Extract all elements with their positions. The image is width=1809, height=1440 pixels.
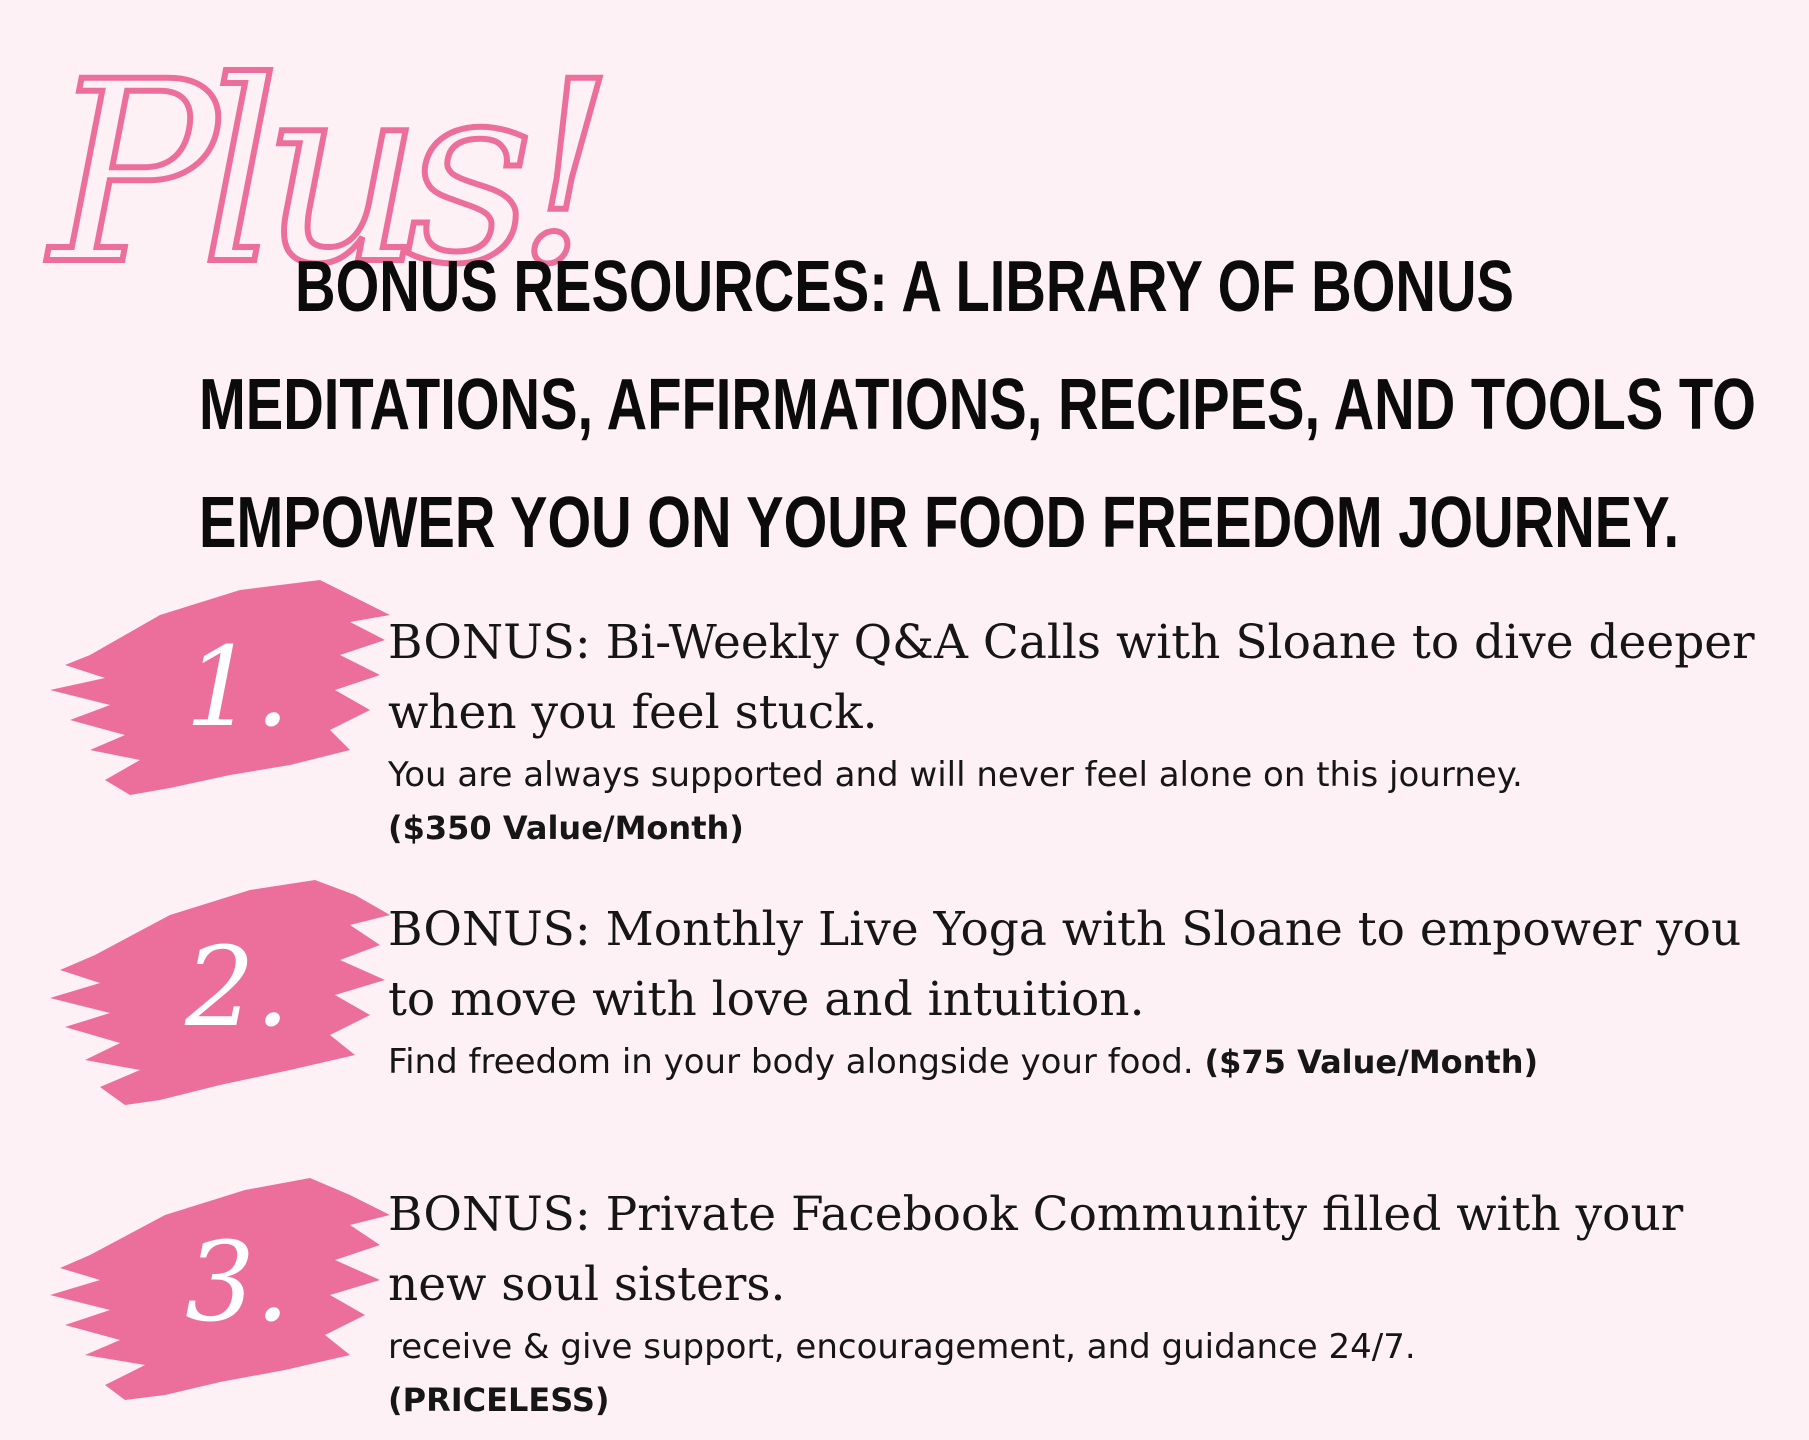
bonus-subtitle-2-text: Find freedom in your body alongside your food. [388, 1042, 1194, 1082]
headline-line-2: MEDITATIONS, AFFIRMATIONS, RECIPES, AND TOOLS TO [198, 365, 1756, 445]
bonus-text-1 [388, 608, 1768, 854]
bonus-subtitle-2 [388, 1035, 1768, 1089]
bonus-number-1: 1. [185, 623, 290, 751]
headline-line-3: EMPOWER YOU ON YOUR FOOD FREEDOM JOURNEY. [198, 483, 1680, 563]
bonus-value-2: ($75 Value/Month) [1204, 1043, 1539, 1081]
bonus-subtitle-3: receive & give support, encouragement, and guidance 24/7. [388, 1327, 1416, 1367]
bonus-text-2 [388, 895, 1768, 1089]
bonus-text-3 [388, 1180, 1768, 1426]
bonus-value-1: ($350 Value/Month) [388, 809, 744, 847]
bonus-subtitle-1: You are always supported and will never feel alone on this journey. [388, 755, 1523, 795]
bonus-value-3: (PRICELESS) [388, 1381, 610, 1419]
bonus-title-3: BONUS: Private Facebook Community filled with your new soul sisters. [388, 1187, 1684, 1312]
bonus-title-1: BONUS: Bi-Weekly Q&A Calls with Sloane to dive deeper when you feel stuck. [388, 615, 1755, 740]
bonus-title-2: BONUS: Monthly Live Yoga with Sloane to empower you to move with love and intuition. [388, 902, 1742, 1027]
bonus-number-2: 2. [185, 923, 290, 1051]
brush-stroke-number-2 [50, 865, 395, 1115]
plus-script-text: Plus! [50, 28, 598, 319]
headline-line-1: BONUS RESOURCES: A LIBRARY OF BONUS [295, 247, 1514, 327]
brush-stroke-number-1 [50, 560, 395, 810]
brush-stroke-number-3 [50, 1160, 395, 1410]
headline [198, 228, 1756, 582]
bonus-number-3: 3. [185, 1218, 290, 1346]
